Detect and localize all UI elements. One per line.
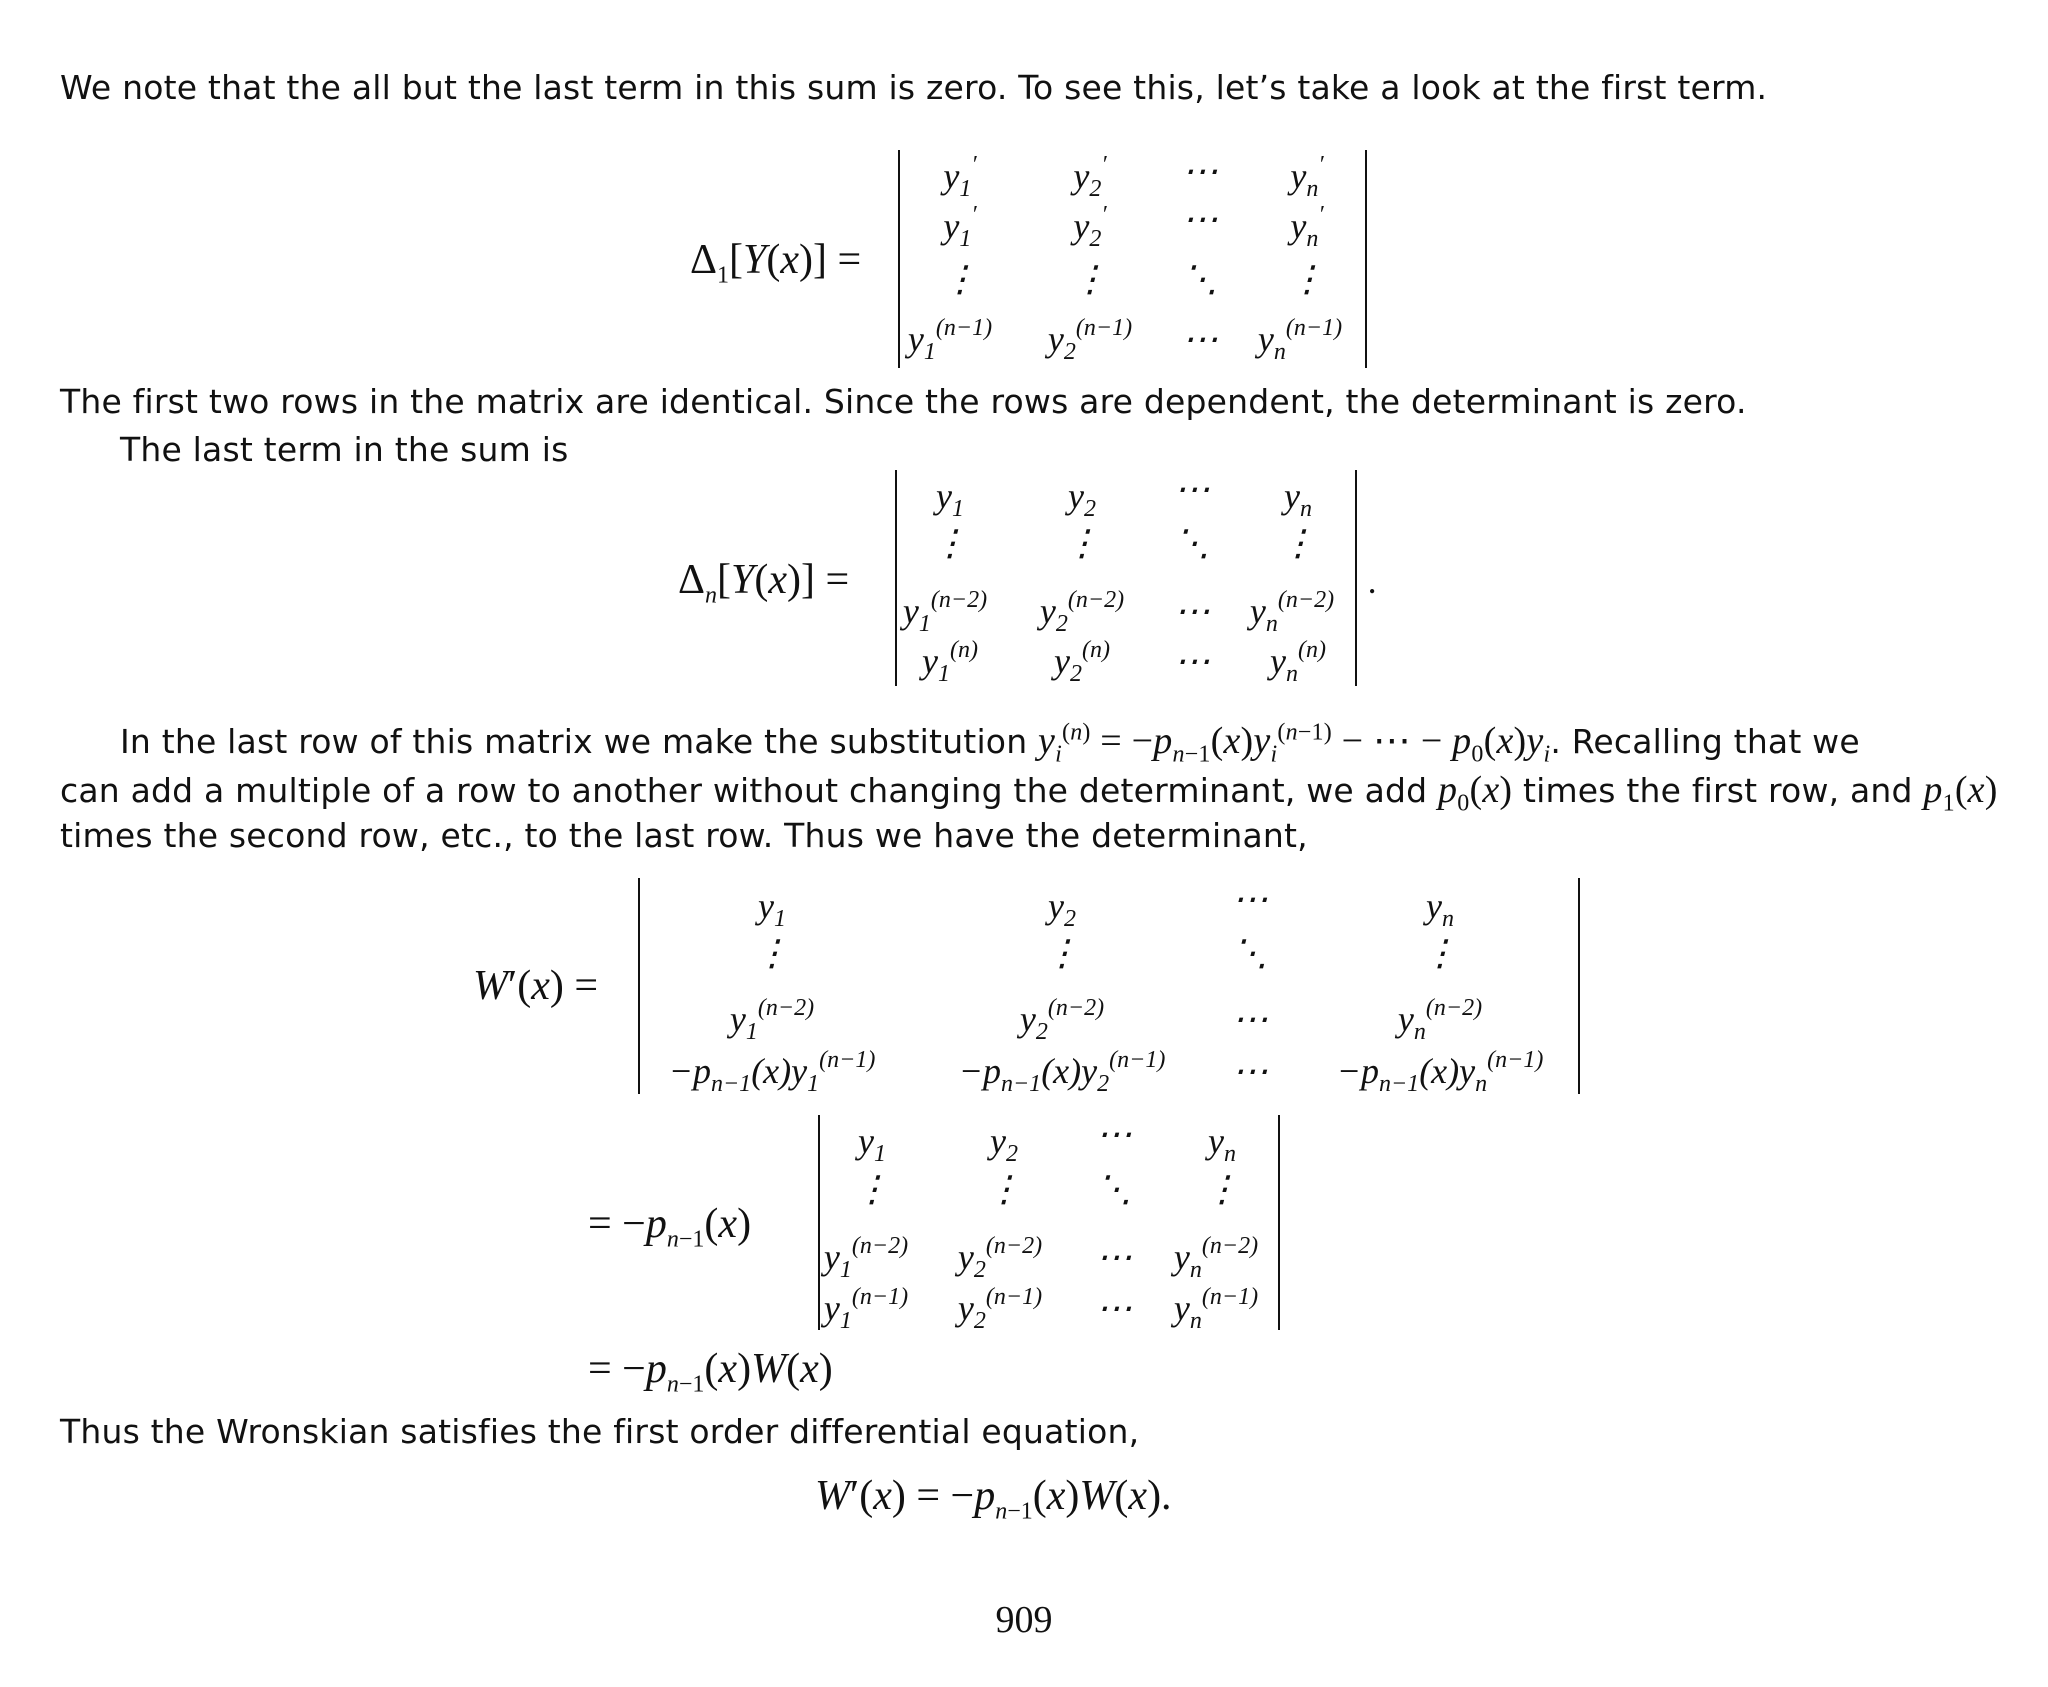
matrix-cell: ⋮ [1044, 933, 1080, 973]
equation-ode: $W'(x) = -p_{n-1}(x)W(x)$. [815, 1473, 1172, 1525]
matrix-cell: ⋮ [854, 1169, 890, 1209]
matrix-cell: ⋯ [1182, 199, 1218, 239]
row-ops-text: can add a multiple of a row to another without changing the determinant, we add [60, 771, 1428, 810]
matrix-cell: ⋮ [1280, 523, 1316, 563]
matrix-cell: ⋮ [986, 1169, 1022, 1209]
matrix-cell: ⋮ [1204, 1169, 1240, 1209]
matrix-cell: ⋯ [1096, 1288, 1132, 1328]
substitution-formula: $y_i^{(n)} = -p_{n-1}(x)y_i^{(n-1)}$ − ⋯ − $p_0(x)y_i$ [1038, 719, 1551, 768]
matrix-cell: ⋱ [1232, 933, 1268, 973]
matrix-cell: $-p_{n-1}(x)y_2^{(n-1)}$ [958, 1047, 1166, 1098]
matrix-cell: $y_2^{(n-2)}$ [1039, 587, 1125, 638]
matrix-cell: $y_n^{(n-2)}$ [1249, 587, 1335, 638]
matrix-cell: ⋮ [1422, 933, 1458, 973]
matrix-cell: ⋯ [1096, 1114, 1132, 1154]
matrix-cell: $y_n$ [1208, 1121, 1236, 1168]
matrix-cell: ⋱ [1182, 259, 1218, 299]
period-mark: . [1368, 561, 1378, 601]
matrix-cell: $y_2'$ [1073, 152, 1107, 203]
right-bar [1278, 1115, 1280, 1330]
matrix-cell: $y_2^{(n-2)}$ [1019, 995, 1105, 1046]
matrix-cell: $y_2$ [990, 1121, 1018, 1168]
matrix-cell: $y_n$ [1284, 476, 1312, 523]
paragraph-intro: We note that the all but the last term in this sum is zero. To see this, let’s take a look at the first term. [60, 68, 1768, 107]
p1-term: $p_1(x)$ [1923, 769, 1998, 817]
equation-result: = $-p_{n-1}(x)W(x)$ [588, 1346, 833, 1398]
left-bar [638, 878, 640, 1094]
matrix-cell: $y_1'$ [943, 152, 977, 203]
matrix-cell: ⋯ [1232, 1051, 1268, 1091]
matrix-cell: $y_1^{(n-2)}$ [902, 587, 988, 638]
matrix-cell: $y_1$ [758, 886, 786, 933]
matrix-cell: $y_n^{(n)}$ [1270, 637, 1326, 688]
matrix-cell: $-p_{n-1}(x)y_n^{(n-1)}$ [1336, 1047, 1544, 1098]
matrix-cell: $y_n^{(n-1)}$ [1257, 315, 1343, 366]
substitution-text: In the last row of this matrix we make the substitution [120, 722, 1028, 761]
row-ops-text-2: times the first row, and [1522, 771, 1913, 810]
matrix-cell: $y_1^{(n-2)}$ [823, 1233, 909, 1284]
matrix-cell: $y_1$ [936, 476, 964, 523]
matrix-cell: $y_1'$ [943, 202, 977, 253]
matrix-cell: $y_1^{(n)}$ [922, 637, 978, 688]
page-number: 909 [995, 1599, 1053, 1641]
p0-term: $p_0(x)$ [1438, 769, 1513, 817]
matrix-cell: ⋮ [932, 523, 968, 563]
paragraph-thus-determinant: times the second row, etc., to the last row. Thus we have the determinant, [60, 816, 1308, 855]
matrix-cell: $y_n^{(n-2)}$ [1397, 995, 1483, 1046]
right-bar [1355, 470, 1357, 686]
matrix-cell: ⋮ [942, 259, 978, 299]
matrix-cell: $y_n$ [1426, 886, 1454, 933]
matrix-cell: ⋯ [1174, 591, 1210, 631]
matrix-cell: ⋱ [1096, 1169, 1132, 1209]
matrix-cell: ⋯ [1182, 319, 1218, 359]
matrix-cell: $y_n^{(n-1)}$ [1173, 1284, 1259, 1335]
matrix-cell: $y_2'$ [1073, 202, 1107, 253]
matrix-cell: ⋮ [1072, 259, 1108, 299]
matrix-cell: $y_1^{(n-2)}$ [729, 995, 815, 1046]
matrix-cell: $y_2$ [1068, 476, 1096, 523]
right-bar [1365, 150, 1367, 368]
matrix-cell: ⋮ [1289, 259, 1325, 299]
matrix-cell: $y_2^{(n-1)}$ [957, 1284, 1043, 1335]
matrix-cell: $y_1^{(n-1)}$ [907, 315, 993, 366]
matrix-cell: $y_1^{(n-1)}$ [823, 1284, 909, 1335]
matrix-cell: ⋮ [1064, 523, 1100, 563]
matrix-cell: ⋯ [1174, 641, 1210, 681]
matrix-cell: ⋮ [754, 933, 790, 973]
matrix-cell: ⋯ [1232, 999, 1268, 1039]
w-prime-lhs: W′(x) = [473, 963, 599, 1009]
matrix-cell: ⋯ [1096, 1237, 1132, 1277]
matrix-cell: ⋯ [1232, 879, 1268, 919]
left-bar [898, 150, 900, 368]
left-bar [895, 470, 897, 686]
substitution-tail: . Recalling that we [1550, 722, 1860, 761]
matrix-cell: ⋯ [1174, 469, 1210, 509]
matrix-cell: $y_1$ [858, 1121, 886, 1168]
matrix-cell: $-p_{n-1}(x)y_1^{(n-1)}$ [668, 1047, 876, 1098]
matrix-cell: ⋯ [1182, 151, 1218, 191]
matrix-cell: $y_2$ [1048, 886, 1076, 933]
matrix-cell: $y_2^{(n-1)}$ [1047, 315, 1133, 366]
matrix-cell: $y_n'$ [1290, 202, 1324, 253]
left-bar [818, 1115, 820, 1330]
delta-1-lhs: $\Delta_1[Y(x)]$ = [690, 237, 862, 289]
paragraph-row-ops [60, 768, 1998, 818]
matrix-cell: $y_2^{(n-2)}$ [957, 1233, 1043, 1284]
matrix-cell: ⋱ [1174, 523, 1210, 563]
factored-lhs: = $-p_{n-1}(x)$ [588, 1201, 752, 1253]
right-bar [1578, 878, 1580, 1094]
matrix-cell: $y_n^{(n-2)}$ [1173, 1233, 1259, 1284]
paragraph-substitution [120, 718, 1860, 769]
paragraph-last-term: The last term in the sum is [120, 430, 569, 469]
delta-n-lhs: $\Delta_n[Y(x)]$ = [678, 557, 850, 609]
matrix-cell: $y_n'$ [1290, 152, 1324, 203]
paragraph-wronskian: Thus the Wronskian satisfies the first order differential equation, [60, 1412, 1140, 1451]
paragraph-identical-rows: The first two rows in the matrix are identical. Since the rows are dependent, the determinant is zero. [60, 382, 1747, 421]
matrix-cell: $y_2^{(n)}$ [1054, 637, 1110, 688]
